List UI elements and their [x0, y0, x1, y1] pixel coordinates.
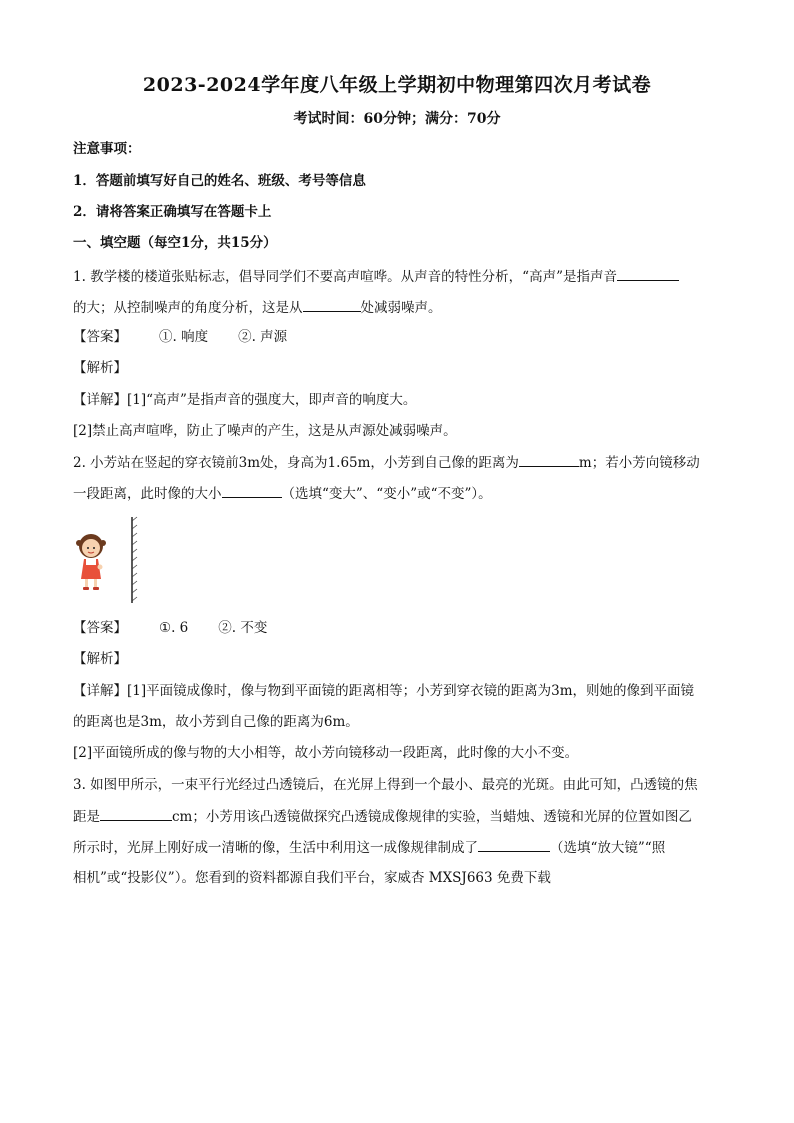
question-3-line [73, 806, 692, 827]
question-text: 一段距离，此时像的大小 [73, 486, 222, 502]
detail-text: 【详解】[1]平面镜成像时，像与物到平面镜的距离相等；小芳到穿衣镜的距离为3m，则她的像到平面镜 [73, 683, 695, 699]
girl-mirror-figure [70, 515, 140, 607]
answer-tag: 【答案】 [73, 329, 127, 345]
answer-blank [222, 483, 282, 498]
answer-tag: 【答案】 [73, 620, 127, 636]
detail-text: 【详解】[1]“高声”是指声音的强度大，即声音的响度大。 [73, 392, 417, 408]
notice-heading: 注意事项： [73, 141, 141, 157]
question-1-line [73, 266, 679, 287]
question-text: m；若小芳向镜移动 [578, 455, 700, 471]
question-text: （选填“变大”、“变小”或“不变”）。 [281, 486, 492, 502]
answer-blank [519, 452, 579, 467]
answer-option: ①. 6 [159, 620, 189, 636]
question-3-line: 相机”或“投影仪”）。您看到的资料都源自我们平台，家威杏 MXSJ663 免费下载 [73, 870, 551, 886]
question-text: （选填“放大镜”“照 [550, 840, 666, 856]
section-heading: 一、填空题（每空1分，共15分） [73, 235, 277, 251]
question-text: 的大；从控制噪声的角度分析，这是从 [73, 300, 303, 316]
answer-blank [303, 297, 361, 312]
notice-item: 1．答题前填写好自己的姓名、班级、考号等信息 [73, 173, 366, 189]
answer-blank [478, 837, 550, 852]
answer-option: ②. 声源 [238, 329, 288, 345]
question-text: 2. 小芳站在竖起的穿衣镜前3m处，身高为1.65m，小芳到自己像的距离为 [73, 455, 519, 471]
answer-blank [100, 806, 172, 821]
question-1-line [73, 297, 442, 318]
answer-row [73, 327, 317, 347]
detail-text: [2]禁止高声喧哗，防止了噪声的产生，这是从声源处减弱噪声。 [73, 423, 457, 439]
analysis-tag: 【解析】 [73, 360, 127, 376]
question-3-line: 3. 如图甲所示，一束平行光经过凸透镜后，在光屏上得到一个最小、最亮的光斑。由此可知，凸透镜的焦 [73, 777, 698, 793]
detail-text: [2]平面镜所成的像与物的大小相等，故小芳向镜移动一段距离，此时像的大小不变。 [73, 745, 579, 761]
detail-text: 的距离也是3m，故小芳到自己像的距离为6m。 [73, 714, 359, 730]
page-title: 2023-2024学年度八年级上学期初中物理第四次月考试卷 [142, 74, 652, 96]
question-text: 所示时，光屏上刚好成一清晰的像，生活中利用这一成像规律制成了 [73, 840, 478, 856]
question-text: 处减弱噪声。 [360, 300, 442, 316]
notice-item: 2．请将答案正确填写在答题卡上 [73, 204, 272, 220]
answer-row [73, 618, 297, 638]
question-2-line [73, 483, 492, 504]
question-text: 距是 [73, 809, 100, 825]
answer-option: ①. 响度 [159, 329, 209, 345]
answer-blank [617, 266, 679, 281]
question-text: cm；小芳用该凸透镜做探究凸透镜成像规律的实验，当蜡烛、透镜和光屏的位置如图乙 [172, 809, 692, 825]
question-3-line [73, 837, 665, 858]
question-2-line [73, 452, 700, 473]
exam-info: 考试时间：60分钟；满分：70分 [293, 111, 501, 127]
question-text: 1. 教学楼的楼道张贴标志，倡导同学们不要高声喧哗。从声音的特性分析，“高声”是指声音 [73, 269, 617, 285]
analysis-tag: 【解析】 [73, 651, 127, 667]
answer-option: ②. 不变 [218, 620, 268, 636]
